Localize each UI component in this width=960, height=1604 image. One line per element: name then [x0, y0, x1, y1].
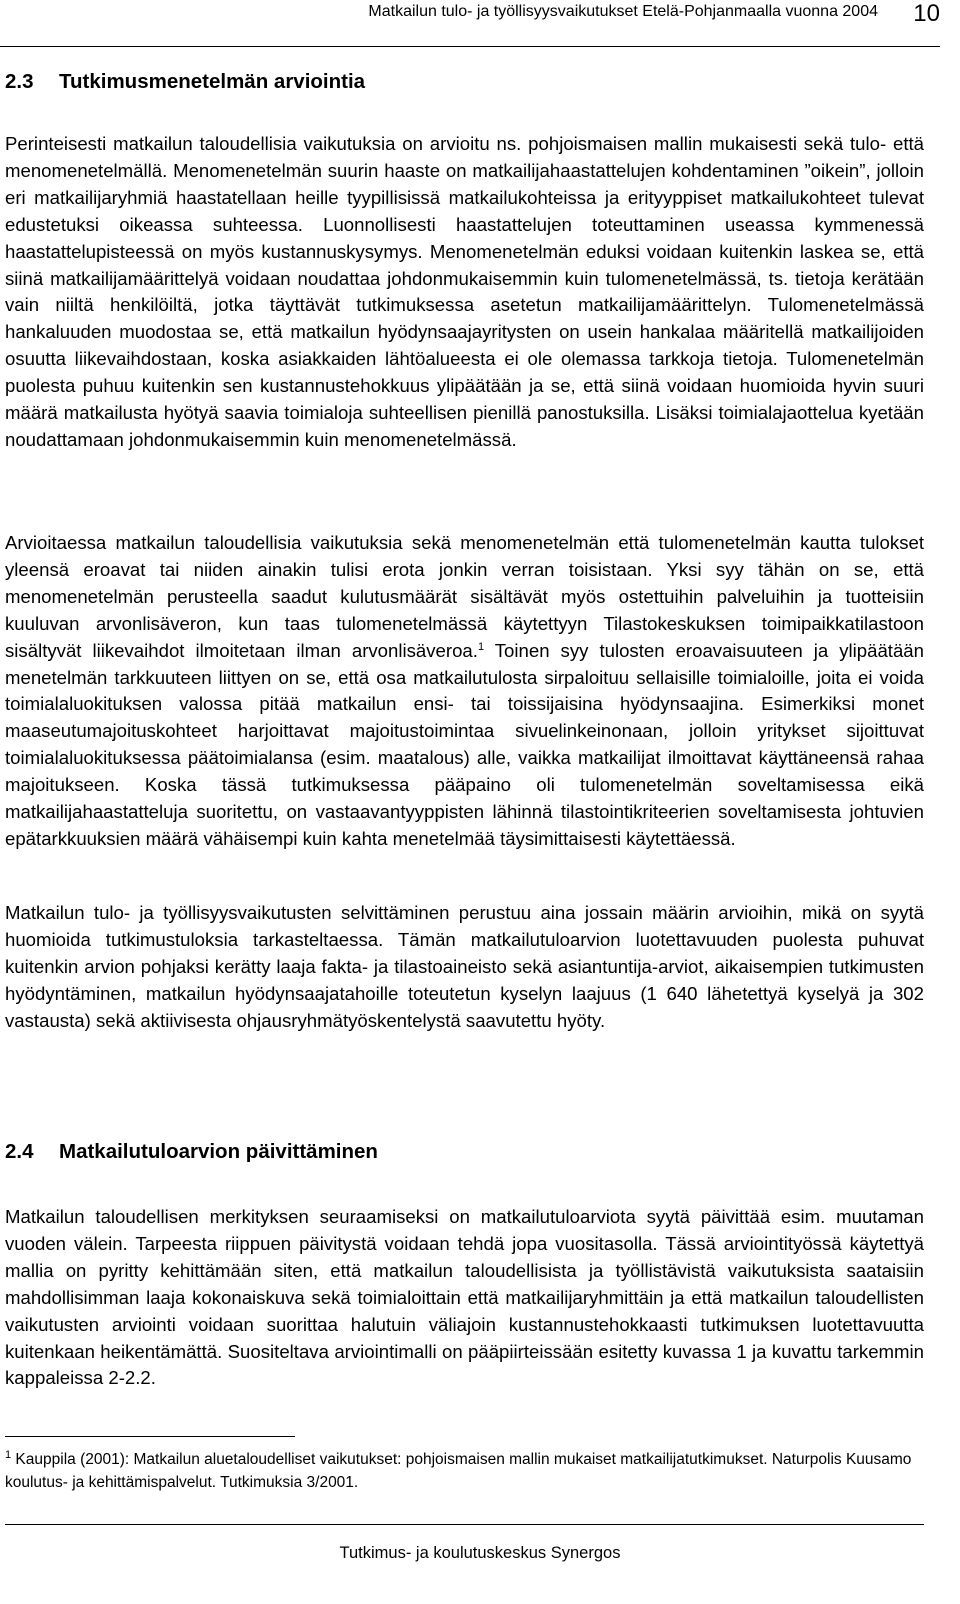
section-heading-2-3 [5, 70, 365, 94]
header-title: Matkailun tulo- ja työllisyysvaikutukset Etelä-Pohjanmaalla vuonna 2004 [368, 3, 878, 20]
section-number: 2.3 [5, 70, 34, 93]
paragraph: Perinteisesti matkailun taloudellisia vaikutuksia on arvioitu ns. pohjoismaisen mallin mukaisesti sekä tulo- että menomenetelmällä. Menomenetelmän suurin haaste on matkailijahaastattelujen kohdentaminen ”oikein”, jolloin eri matkailijaryhmiä haastatellaan heille tyypillisissä matkailukohteissa ja erityyppiset matkailukohteet tulevat edustetuksi oikeassa suhteessa. Luonnollisesti haastattelujen toteuttaminen useassa kymmenessä haastattelupisteessä on myös kustannuskysymys. Menomenetelmän eduksi voidaan kuitenkin laskea se, että siinä matkailijamäärittelyä voidaan noudattaa johdonmukaisemmin kuin tulomenetelmässä, ts. tietoja kerätään vain niiltä henkilöiltä, jotka täyttävät tutkimuksessa asetetun matkailijamäärittelyn. Tulomenetelmässä hankaluuden muodostaa se, että matkailun hyödynsaajayritysten on usein hankalaa määritellä matkailijoiden osuutta liikevaihdostaan, koska asiakkaiden lähtöalueesta ei ole olemassa tarkkoja tietoja. Tulomenetelmän puolesta puhuu kuitenkin sen kustannustehokkuus ylipäätään ja se, että siinä voidaan huomioida hyvin suuri määrä matkailusta hyötyä saavia toimialoja suhteellisen pienillä panostuksilla. Lisäksi toimialajaottelua kyetään noudattamaan johdonmukaisemmin kuin menomenetelmässä. [5, 133, 924, 450]
paragraph [5, 530, 924, 853]
paragraph: Matkailun tulo- ja työllisyysvaikutusten selvittäminen perustuu aina jossain määrin arvioihin, mikä on syytä huomioida tutkimustuloksia tarkasteltaessa. Tämän matkailutuloarvion luotettavuuden puolesta puhuvat kuitenkin arvion pohjaksi kerätty laaja fakta- ja tilastoaineisto sekä asiantuntija-arviot, aikaisempien tutkimusten hyödyntäminen, matkailun hyödynsaajatahoille toteutetun kyselyn laajuus (1 640 lähetettyä kyselyä ja 302 vastausta) sekä aktiivisesta ohjausryhmätyöskentelystä saavutettu hyöty. [5, 902, 924, 1031]
paragraph-text: Toinen syy tulosten eroavaisuuteen ja ylipäätään menetelmän tarkkuuteen liittyen on se, että osa matkailutulosta sirpaloituu sellaisille toimialoille, joita ei voida toimialaluokituksen valossa pitää matkailun ensi- tai toissijaisina hyödynsaajina. Esimerkiksi monet maaseutumajoituskohteet harjoittavat majoitustoimintaa sivuelinkeinonaan, jolloin yritykset sijoittuvat toimialaluokituksessa päätoimialansa (esim. maatalous) alle, vaikka matkailijat ilmoittavat käyttäneensä rahaa majoitukseen. Koska tässä tutkimuksessa pääpaino oli tulomenetelmän soveltamisessa eikä matkailijahaastatteluja suoritettu, on vastaavantyyppisten lähinnä tilastointikriteerien soveltamisesta johtuvien epätarkkuuksien määrä vähäisempi kuin kahta menetelmää täysimittaisesti käytettäessä. [5, 639, 924, 849]
footnote-separator [5, 1436, 295, 1437]
section-number: 2.4 [5, 1140, 34, 1163]
footnote-text: Kauppila (2001): Matkailun aluetaloudelliset vaikutukset: pohjoismaisen mallin mukaiset matkailijatutkimukset. Naturpolis Kuusamo koulutus- ja kehittämispalvelut. Tutkimuksia 3/2001. [5, 1451, 912, 1491]
footnote [5, 1448, 924, 1494]
page-number: 10 [913, 0, 940, 27]
page-header [0, 0, 940, 47]
footer-separator [5, 1524, 924, 1525]
paragraph: Matkailun taloudellisen merkityksen seuraamiseksi on matkailutuloarviota syytä päivittää esim. muutaman vuoden välein. Tarpeesta riippuen päivitystä voidaan tehdä jopa vuositasolla. Tässä arviointityössä käytettyä mallia on pyritty kehittämään siten, että matkailun taloudellisista ja työllistävistä vaikutuksista saataisiin mahdollisimman laaja kokonaiskuva sekä toimialoittain että matkailijaryhmittäin ja että matkailun taloudellisten vaikutusten arviointi voidaan suorittaa halutuin väliajoin kustannustehokkaasti tutkimuksen luotettavuutta kuitenkaan heikentämättä. Suositeltava arviointimalli on pääpiirteissään esitetty kuvassa 1 ja kuvattu tarkemmin kappaleissa 2-2.2. [5, 1206, 924, 1389]
paragraph-text: Arvioitaessa matkailun taloudellisia vaikutuksia sekä menomenetelmän että tulomenetelmän kautta tulokset yleensä eroavat tai niiden ainakin tulisi erota jonkin verran toisistaan. Yksi syy tähän on se, että menomenetelmän perusteella saadut kulutusmäärät sisältävät myös ostettuihin palveluihin ja tuotteisiin kuuluvan arvonlisäveron, kun taas tulomenetelmässä käytettyyn Tilastokeskuksen toimipaikkatilastoon sisältyvät liikevaihdot ilmoitetaan ilman arvonlisäveroa. [5, 532, 924, 661]
section-heading-2-4 [5, 1140, 378, 1164]
footnote-reference: 1 [477, 640, 485, 653]
section-title: Tutkimusmenetelmän arviointia [59, 70, 366, 93]
section-title: Matkailutuloarvion päivittäminen [59, 1140, 378, 1163]
page-footer: Tutkimus- ja koulutuskeskus Synergos [339, 1544, 621, 1562]
footnote-marker: 1 [5, 1448, 12, 1461]
